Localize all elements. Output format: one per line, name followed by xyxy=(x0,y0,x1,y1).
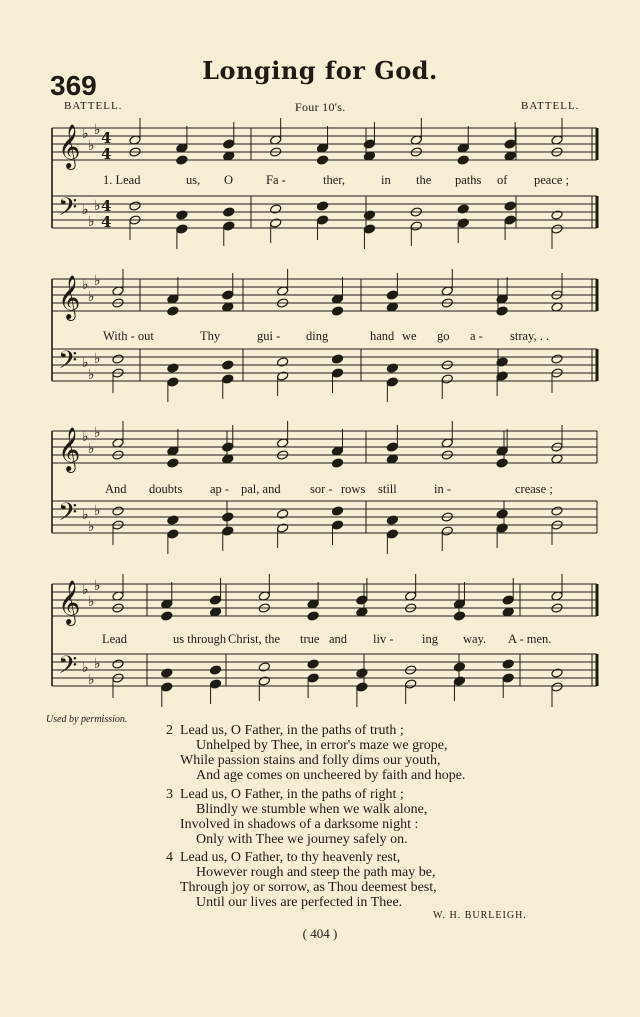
lyric-syllable: crease ; xyxy=(515,482,553,496)
flat-icon: ♭ xyxy=(94,578,101,594)
flat-icon: ♭ xyxy=(88,594,95,610)
lyric-syllable: Lead xyxy=(102,632,127,646)
lyric-syllable: ap - xyxy=(210,482,230,496)
flat-icon: ♭ xyxy=(94,503,101,519)
flat-icon: ♭ xyxy=(94,351,101,367)
lyric-syllable: pal, and xyxy=(241,482,281,496)
flat-icon: ♭ xyxy=(82,582,89,598)
time-signature-top: 4 xyxy=(101,129,112,147)
note-head xyxy=(316,155,328,165)
author-credit: W. H. BURLEIGH. xyxy=(433,910,527,921)
lyric-syllable: ther, xyxy=(323,173,346,187)
note-head xyxy=(551,224,563,234)
note-head xyxy=(176,210,188,220)
verse-line: However rough and steep the path may be, xyxy=(196,865,436,880)
note-head xyxy=(222,374,234,384)
flat-icon: ♭ xyxy=(88,672,95,688)
flat-icon: ♭ xyxy=(82,202,89,218)
lyric-syllable: in xyxy=(381,173,391,187)
treble-clef-icon: 𝄞 xyxy=(58,427,81,471)
note-head xyxy=(112,354,124,364)
verse-line: And age comes on uncheered by faith and hope. xyxy=(196,768,466,783)
lyric-syllable: in - xyxy=(434,482,452,496)
lyric-syllable: Fa - xyxy=(266,173,286,187)
note-head xyxy=(363,139,375,149)
flat-icon: ♭ xyxy=(82,355,89,371)
note-head xyxy=(453,611,465,621)
page-number: ( 404 ) xyxy=(302,926,338,941)
flat-icon: ♭ xyxy=(88,367,95,383)
lyric-syllable: ing xyxy=(422,632,438,646)
flat-icon: ♭ xyxy=(94,198,101,214)
verse-line: Involved in shadows of a darksome night : xyxy=(180,817,419,832)
note-head xyxy=(209,665,221,675)
verse-line: Lead us, O Father, to thy heavenly rest, xyxy=(180,850,401,865)
note-head xyxy=(504,201,516,211)
note-head xyxy=(496,509,508,519)
lyric-syllable: of xyxy=(497,173,508,187)
note-head xyxy=(307,659,319,669)
note-head xyxy=(363,210,375,220)
verse-number: 3 xyxy=(166,787,173,802)
verse-number: 2 xyxy=(166,723,173,738)
note-head xyxy=(386,377,398,387)
note-head xyxy=(223,207,235,217)
flat-icon: ♭ xyxy=(82,126,89,142)
lyric-syllable: sor - xyxy=(310,482,333,496)
note-head xyxy=(112,659,124,669)
lyric-syllable: Thy xyxy=(200,329,221,343)
note-head xyxy=(129,201,141,211)
note-head xyxy=(551,682,563,692)
lyric-syllable: still xyxy=(378,482,397,496)
note-head xyxy=(551,354,563,364)
bass-clef-icon: 𝄢 xyxy=(58,651,78,686)
lyric-syllable: and xyxy=(329,632,348,646)
note-head xyxy=(363,224,375,234)
verse-line: Blindly we stumble when we walk alone, xyxy=(196,802,428,817)
flat-icon: ♭ xyxy=(94,425,101,441)
note-head xyxy=(167,306,179,316)
note-head xyxy=(307,673,319,683)
note-head xyxy=(551,668,563,678)
note-head xyxy=(504,215,516,225)
time-signature-bottom: 4 xyxy=(101,213,112,231)
note-head xyxy=(457,204,469,214)
flat-icon: ♭ xyxy=(94,273,101,289)
note-head xyxy=(277,523,289,533)
bass-clef-icon: 𝄢 xyxy=(58,193,78,228)
note-head xyxy=(502,595,514,605)
note-head xyxy=(209,595,221,605)
lyric-syllable: go xyxy=(437,329,450,343)
lyric-syllable: doubts xyxy=(149,482,183,496)
lyric-syllable: the xyxy=(416,173,432,187)
note-head xyxy=(496,458,508,468)
note-head xyxy=(270,204,282,214)
note-head xyxy=(277,357,289,367)
flat-icon: ♭ xyxy=(88,214,95,230)
treble-clef-icon: 𝄞 xyxy=(58,275,81,319)
note-head xyxy=(222,526,234,536)
lyric-syllable: us, xyxy=(186,173,201,187)
note-head xyxy=(502,659,514,669)
note-head xyxy=(331,520,343,530)
note-head xyxy=(496,523,508,533)
note-head xyxy=(453,662,465,672)
note-head xyxy=(502,673,514,683)
lyric-syllable: way. xyxy=(463,632,487,646)
hymn-number: 369 xyxy=(50,70,97,101)
verse-line: Lead us, O Father, in the paths of right ; xyxy=(180,787,404,802)
verse-line: Until our lives are perfected in Thee. xyxy=(196,895,403,910)
note-head xyxy=(386,515,398,525)
verse-line: Through joy or sorrow, as Thou deemest best, xyxy=(180,880,437,895)
note-head xyxy=(316,215,328,225)
note-head xyxy=(457,155,469,165)
hymn-meter: Four 10's. xyxy=(295,100,346,114)
note-head xyxy=(410,221,422,231)
note-head xyxy=(331,306,343,316)
note-head xyxy=(258,662,270,672)
lyric-syllable: O xyxy=(224,173,234,187)
note-head xyxy=(551,506,563,516)
tune-name-right: BATTELL. xyxy=(521,100,580,112)
lyric-syllable: Christ, the xyxy=(228,632,281,646)
note-head xyxy=(222,512,234,522)
note-head xyxy=(307,611,319,621)
time-signature-top: 4 xyxy=(101,197,112,215)
note-head xyxy=(453,676,465,686)
note-head xyxy=(386,290,398,300)
note-head xyxy=(167,529,179,539)
note-head xyxy=(258,676,270,686)
lyric-syllable: stray, . . xyxy=(510,329,550,343)
note-head xyxy=(386,363,398,373)
note-head xyxy=(331,368,343,378)
flat-icon: ♭ xyxy=(88,441,95,457)
note-head xyxy=(356,682,368,692)
lyric-syllable: With - out xyxy=(103,329,154,343)
lyric-syllable: liv - xyxy=(373,632,394,646)
note-head xyxy=(161,668,173,678)
note-head xyxy=(551,210,563,220)
note-head xyxy=(441,374,453,384)
flat-icon: ♭ xyxy=(94,656,101,672)
bass-clef-icon: 𝄢 xyxy=(58,498,78,533)
note-head xyxy=(457,218,469,228)
lyric-syllable: true xyxy=(300,632,320,646)
flat-icon: ♭ xyxy=(88,519,95,535)
lyric-syllable: ding xyxy=(306,329,329,343)
flat-icon: ♭ xyxy=(88,138,95,154)
time-signature-bottom: 4 xyxy=(101,145,112,163)
tune-name-left: BATTELL. xyxy=(64,100,123,112)
note-head xyxy=(161,611,173,621)
verse-line: Lead us, O Father, in the paths of truth ; xyxy=(180,723,404,738)
lyric-syllable: we xyxy=(402,329,417,343)
note-head xyxy=(386,529,398,539)
note-head xyxy=(277,371,289,381)
note-head xyxy=(222,442,234,452)
lyric-syllable: And xyxy=(105,482,127,496)
note-head xyxy=(386,442,398,452)
flat-icon: ♭ xyxy=(82,660,89,676)
note-head xyxy=(504,139,516,149)
lyric-syllable: 1. Lead xyxy=(103,173,141,187)
note-head xyxy=(316,201,328,211)
lyric-syllable: peace ; xyxy=(534,173,570,187)
note-head xyxy=(167,377,179,387)
note-head xyxy=(356,668,368,678)
note-head xyxy=(167,363,179,373)
lyric-syllable: A - men. xyxy=(508,632,552,646)
note-head xyxy=(161,682,173,692)
note-head xyxy=(112,506,124,516)
note-head xyxy=(223,139,235,149)
note-head xyxy=(277,509,289,519)
lyric-syllable: gui - xyxy=(257,329,281,343)
lyric-syllable: a - xyxy=(470,329,483,343)
bass-clef-icon: 𝄢 xyxy=(58,346,78,381)
verse-number: 4 xyxy=(166,850,173,865)
verse-line: Only with Thee we journey safely on. xyxy=(196,832,408,847)
treble-clef-icon: 𝄞 xyxy=(58,124,81,168)
lyric-syllable: hand xyxy=(370,329,395,343)
flat-icon: ♭ xyxy=(82,507,89,523)
flat-icon: ♭ xyxy=(94,122,101,138)
note-head xyxy=(331,506,343,516)
permission-note: Used by permission. xyxy=(46,714,128,725)
note-head xyxy=(331,354,343,364)
lyric-syllable: rows xyxy=(341,482,366,496)
verse-line: Unhelped by Thee, in error's maze we grope, xyxy=(196,738,448,753)
note-head xyxy=(209,679,221,689)
note-head xyxy=(167,515,179,525)
note-head xyxy=(176,224,188,234)
note-head xyxy=(405,679,417,689)
note-head xyxy=(222,290,234,300)
flat-icon: ♭ xyxy=(82,429,89,445)
treble-clef-icon: 𝄞 xyxy=(58,580,81,624)
note-head xyxy=(270,218,282,228)
note-head xyxy=(331,458,343,468)
hymn-title: Longing for God. xyxy=(202,56,438,85)
lyric-syllable: us through xyxy=(173,632,227,646)
lyric-syllable: paths xyxy=(455,173,482,187)
verse-line: While passion stains and folly dims our youth, xyxy=(180,753,441,768)
note-head xyxy=(222,360,234,370)
flat-icon: ♭ xyxy=(88,289,95,305)
note-head xyxy=(223,221,235,231)
note-head xyxy=(167,458,179,468)
flat-icon: ♭ xyxy=(82,277,89,293)
note-head xyxy=(356,595,368,605)
note-head xyxy=(441,526,453,536)
note-head xyxy=(176,155,188,165)
